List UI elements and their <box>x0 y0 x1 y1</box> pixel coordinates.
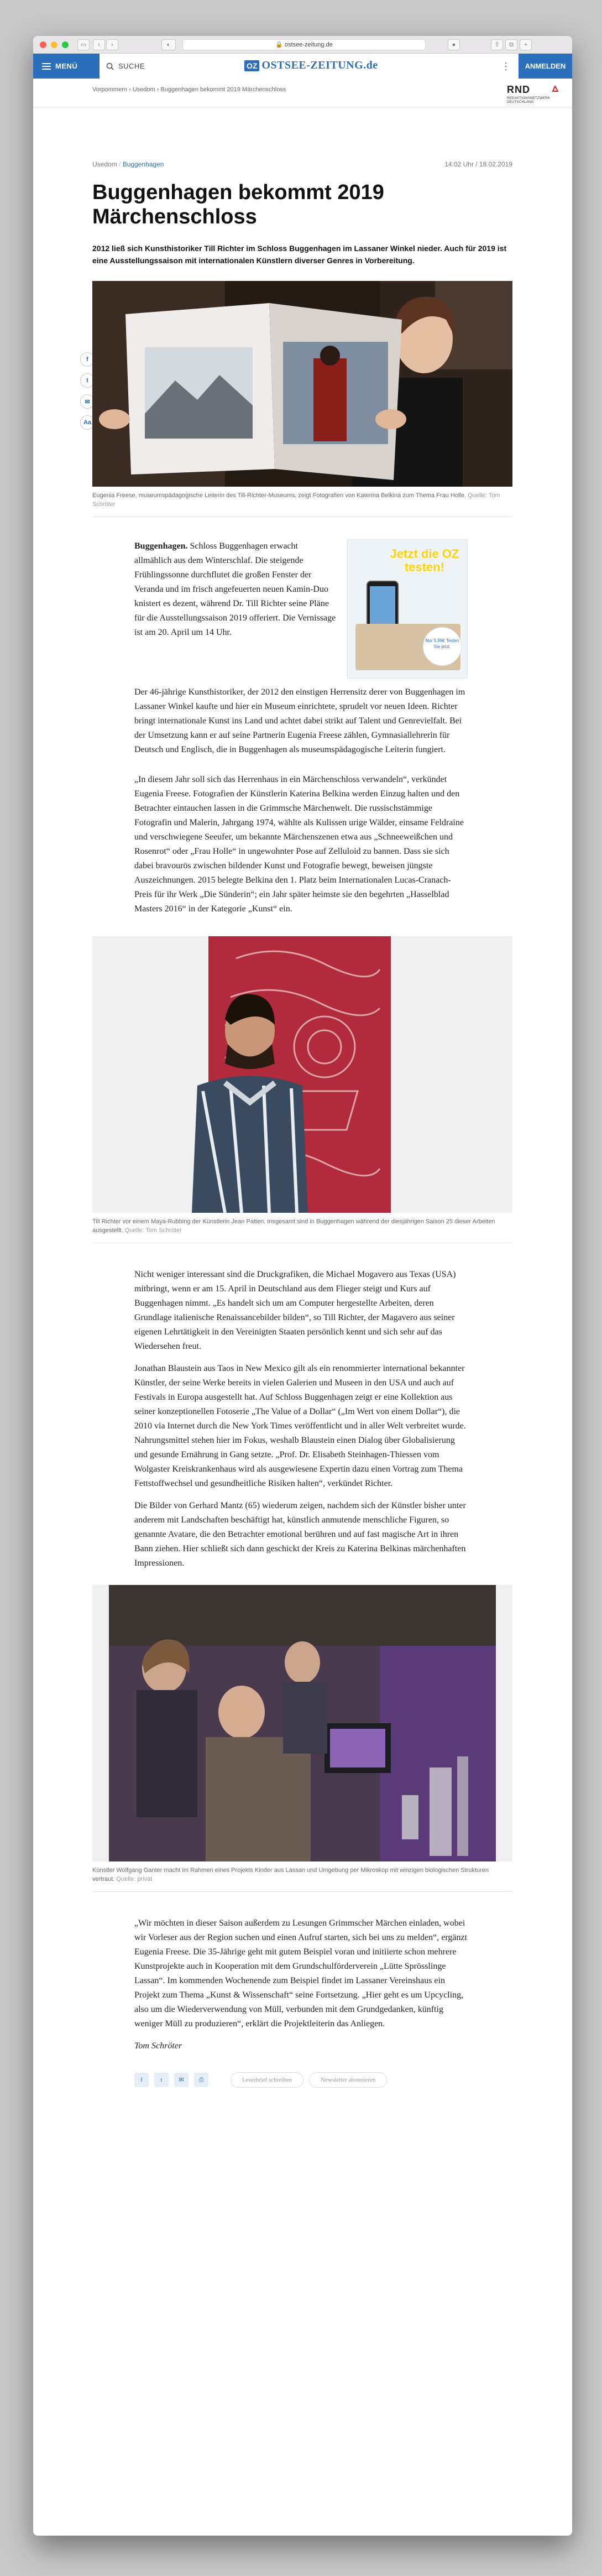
article-meta: Usedom / Buggenhagen 14:02 Uhr / 18.02.2019 <box>92 160 512 168</box>
paragraph-7: „Wir möchten in dieser Saison außerdem zu Lesungen Grimmscher Märchen einladen, wobei wir Vorleser aus der Region suchen und einen Aufruf starten, sich bei uns zu melden“, ergänzt Eugenia Freese. Die 35-Jährige geht mit gutem Beispiel voran und initiierte schon mehrere Kunstprojekte auch in Kooperation mit dem Grundschulförderverein „Lütte Sprösslinge Lassan“. Im kommenden Wochenende zum Beispiel findet im Lassaner Vereinshaus ein Projekt zum Thema „Kunst & Wissenschaft“ seine Fortsetzung. „Hier geht es um Upcycling, also um die Wiederverwendung von Müll, verbunden mit dem Grundgedanken, künftig weniger Müll zu produzieren“, erklärt die Projektleiterin das Anliegen. <box>134 1918 468 2029</box>
search-label: SUCHE <box>118 62 145 70</box>
section-link[interactable]: Usedom <box>92 160 117 168</box>
caption-text: Künstler Wolfgang Ganter macht im Rahmen eines Projekts Kinder aus Lassan und Umgebung per Mikroskop mit winzigen biologischen Strukturen vertraut. <box>92 1867 489 1883</box>
facebook-footer-icon[interactable]: f <box>134 2073 149 2087</box>
tabs-icon[interactable]: ⧉ <box>505 39 517 50</box>
paragraph-2: Der 46-jährige Kunsthistoriker, der 2012 den einstigen Herrensitz derer von Buggenhagen im Lassaner Winkel kaufte und hier ein Museum einrichtete, sprudelt vor neuen Ideen. Richter bringt internationale Kunst ins Land und achtet dabei strikt auf Talent und Genrevielfalt. Bei der Umsetzung kann er auf seine Partnerin Eugenia Freese zählen, Gymnasiallehrerin für Deutsch und Englisch, die in Buggenhagen als museumspädagogische Leiterin fungiert. <box>134 687 465 754</box>
new-tab-icon[interactable]: + <box>520 39 532 50</box>
facebook-share-icon[interactable]: f <box>80 352 95 367</box>
timestamp: 14:02 Uhr / 18.02.2019 <box>444 160 512 168</box>
twitter-share-icon[interactable]: t <box>80 373 95 388</box>
kicker: Buggenhagen. <box>134 541 188 551</box>
photo-belkina-image <box>92 281 512 487</box>
photo-ganter[interactable] <box>92 1585 512 1861</box>
login-button[interactable] <box>519 54 572 79</box>
caption-text: Till Richter vor einem Maya-Rubbing der Künstlerin Jean Patten. Insgesamt sind in Buggenhagen während der diesjährigen Saison 25 dieser Arbeiten ausgestellt. <box>92 1218 495 1234</box>
photo-ganter-caption <box>92 1866 512 1892</box>
twitter-footer-icon[interactable]: t <box>154 2073 169 2087</box>
headline: Buggenhagen bekommt 2019 Märchenschloss <box>92 181 384 228</box>
hamburger-icon <box>42 63 51 70</box>
author-byline: Tom Schröter <box>134 2041 182 2051</box>
site-header <box>33 54 572 79</box>
article-body-2 <box>134 1268 468 1571</box>
rnd-name: RND <box>507 84 530 95</box>
back-icon[interactable]: ‹ <box>93 39 105 50</box>
paragraph-4: Nicht weniger interessant sind die Druckgrafiken, die Michael Mogavero aus Texas (USA) mitbringt, wenn er am 15. April in Deutschland aus dem Flieger steigt und Kurs auf Buggenhagen nimmt. „Es handelt sich um am Computer hergestellte Arbeiten, deren Grundlage italienische Renaissancebilder bilden“, so Till Richter, der Magavero aus seiner eigenen Lehrtätigkeit in den Vereinigten Staaten persönlich kennt und sich sehr auf das Wiedersehen freut. <box>134 1270 456 1351</box>
article <box>92 160 512 2088</box>
login-label: ANMELDEN <box>525 62 566 70</box>
mail-share-icon[interactable]: ✉ <box>80 394 95 409</box>
article-body <box>134 539 468 916</box>
browser-titlebar <box>33 36 572 54</box>
extension-icon[interactable]: ● <box>448 39 460 50</box>
caption-source: Quelle: Tom Schröter <box>92 492 500 508</box>
font-size-icon[interactable]: Aa <box>80 415 95 430</box>
photo-ganter-image <box>92 1585 512 1861</box>
minimize-window-button[interactable] <box>51 41 57 48</box>
subscription-ad[interactable] <box>347 539 468 679</box>
logo-badge: OZ <box>244 60 259 71</box>
close-window-button[interactable] <box>40 41 46 48</box>
photo-richter[interactable] <box>92 936 512 1213</box>
caption-source: Quelle: Tom Schröter <box>124 1227 182 1234</box>
zoom-window-button[interactable] <box>62 41 69 48</box>
photo-belkina[interactable] <box>92 281 512 487</box>
photo-richter-caption <box>92 1217 512 1243</box>
menu-button[interactable] <box>42 54 77 79</box>
sidebar-toggle-icon[interactable]: ▭ <box>77 39 90 50</box>
write-letter-button[interactable]: Leserbrief schreiben <box>231 2072 303 2088</box>
photo-belkina-caption <box>92 491 512 517</box>
shield-icon[interactable]: ◐ <box>161 39 176 50</box>
print-footer-icon[interactable]: ⎙ <box>194 2073 208 2087</box>
search-icon <box>106 62 114 70</box>
ad-badge: Nur 5,99€ Testen Sie jetzt. <box>423 627 462 666</box>
caption-text: Eugenia Freese, museumspädagogische Leiterin des Till-Richter-Museums, zeigt Fotografien von Katerina Belkina zum Thema Frau Holle. <box>92 492 467 499</box>
paragraph-5: Jonathan Blaustein aus Taos in New Mexico gilt als ein renommierter international bekannter Künstler, der seine Werke bereits in vielen Galerien und Museen in den USA und auch auf Festivals in Europa ausgestellt hat. Auf Schloss Buggenhagen zeigt er eine Kollektion aus seiner konzeptionellen Fotoserie „The Value of a Dollar“ („Im Wert von einem Dollar“), die 2010 via Internet durch die New York Times veröffentlicht und in aller Welt verbreitet wurde. Nahrungsmittel stehen hier im Fokus, weshalb Blaustein einen Dialog über Globalisierung und gesunde Ernährung in Gang setzte. „Prof. Dr. Elisabeth Steinhagen-Thiessen vom Wolgaster Kreiskrankenhaus wird als ausgewiesene Expertin dazu einen Vortrag zum Thema Fettstoffwechsel und gesundheitliche Risiken halten“, verkündet Richter. <box>134 1364 466 1488</box>
site-logo[interactable] <box>244 59 378 72</box>
more-options-icon[interactable]: ⋮ <box>501 61 511 72</box>
subsection-link[interactable]: Buggenhagen <box>122 160 164 168</box>
header-bar <box>100 54 519 79</box>
address-bar[interactable] <box>182 39 426 50</box>
rnd-tagline: REDAKTIONSNETZWERK DEUTSCHLAND <box>507 97 551 104</box>
logo-text: OSTSEE-ZEITUNG.de <box>261 59 378 71</box>
share-icon[interactable]: ⇧ <box>491 39 503 50</box>
lock-icon: 🔒 <box>275 41 285 48</box>
newsletter-button[interactable]: Newsletter abonnieren <box>309 2072 387 2088</box>
rnd-logo[interactable] <box>507 84 550 105</box>
url-text: ostsee-zeitung.de <box>284 41 333 48</box>
menu-label: MENÜ <box>55 62 78 70</box>
search-button[interactable] <box>106 62 145 70</box>
breadcrumb-bar <box>33 79 572 107</box>
caption-source: Quelle: privat <box>116 1876 153 1883</box>
lead-text: 2012 ließ sich Kunsthistoriker Till Richter im Schloss Buggenhagen im Lassaner Winkel nieder. Auch für 2019 ist eine Ausstellungssaison mit internationalen Künstlern diverser Genres in Vorbereitung. <box>92 244 507 265</box>
paragraph-3: „In diesem Jahr soll sich das Herrenhaus in ein Märchenschloss verwandeln“, verkündet Eugenia Freese. Fotografien der Künstlerin Katerina Belkina werden Einzug halten und den Betrachter eintauchen lassen in die Grimmsche Märchenwelt. Die russischstämmige Fotografin und Malerin, Jahrgang 1974, wählte als Kulissen urige Wälder, einsame Feldraine und verschwiegene Seeufer, um bekannte Märchenszenen etwa aus „Schneeweißchen und Rosenrot“ oder „Frau Holle“ in ungewohnter Pose auf Zelluloid zu bannen. Dass sie sich dabei bravourös zwischen bildender Kunst und Fotografie bewegt, beweisen jüngste Auszeichnungen. 2015 belegte Belkina den 1. Platz beim Internationalen Lucas-Cranach-Preis für ihr Werk „Die Sünderin“; ein Jahr später heimste sie den begehrten „Hasselblad Masters 2016“ in der Kategorie „Kunst“ ein. <box>134 775 464 914</box>
photo-richter-image <box>92 936 512 1213</box>
forward-icon[interactable]: › <box>106 39 118 50</box>
browser-window <box>33 36 572 2536</box>
breadcrumb[interactable]: Vorpommern › Usedom › Buggenhagen bekommt 2019 Märchenschloss <box>92 86 286 93</box>
mail-footer-icon[interactable]: ✉ <box>174 2073 189 2087</box>
paragraph-1-text: Schloss Buggenhagen erwacht allmählich aus dem Winterschlaf. Die steigende Frühlingssonne durchflutet die großen Fenster der Veranda und im frisch angefeuerten neuen Kamin-Duo knistert es dezent, während Dr. Till Richter seine Pläne für die Ausstellungssaison 2019 offeriert. Die Vernissage ist am 20. April um 14 Uhr. <box>134 541 336 637</box>
rnd-mark-icon <box>552 85 559 92</box>
paragraph-6: Die Bilder von Gerhard Mantz (65) wiederum zeigen, nachdem sich der Künstler bisher unter anderem mit Landschaften beschäftigt hat, künstlich anmutende menschliche Figuren, so genannte Avatare, die den Betrachter emotional berühren und auf fast magische Art in ihren Bann ziehen. Hier schließt sich dann geschickt der Kreis zu Katerina Belkinas märchenhaften Impressionen. <box>134 1501 466 1568</box>
ad-headline: Jetzt die OZ testen! <box>390 547 459 574</box>
article-footer <box>134 2072 468 2088</box>
article-body-3 <box>134 1916 468 2088</box>
